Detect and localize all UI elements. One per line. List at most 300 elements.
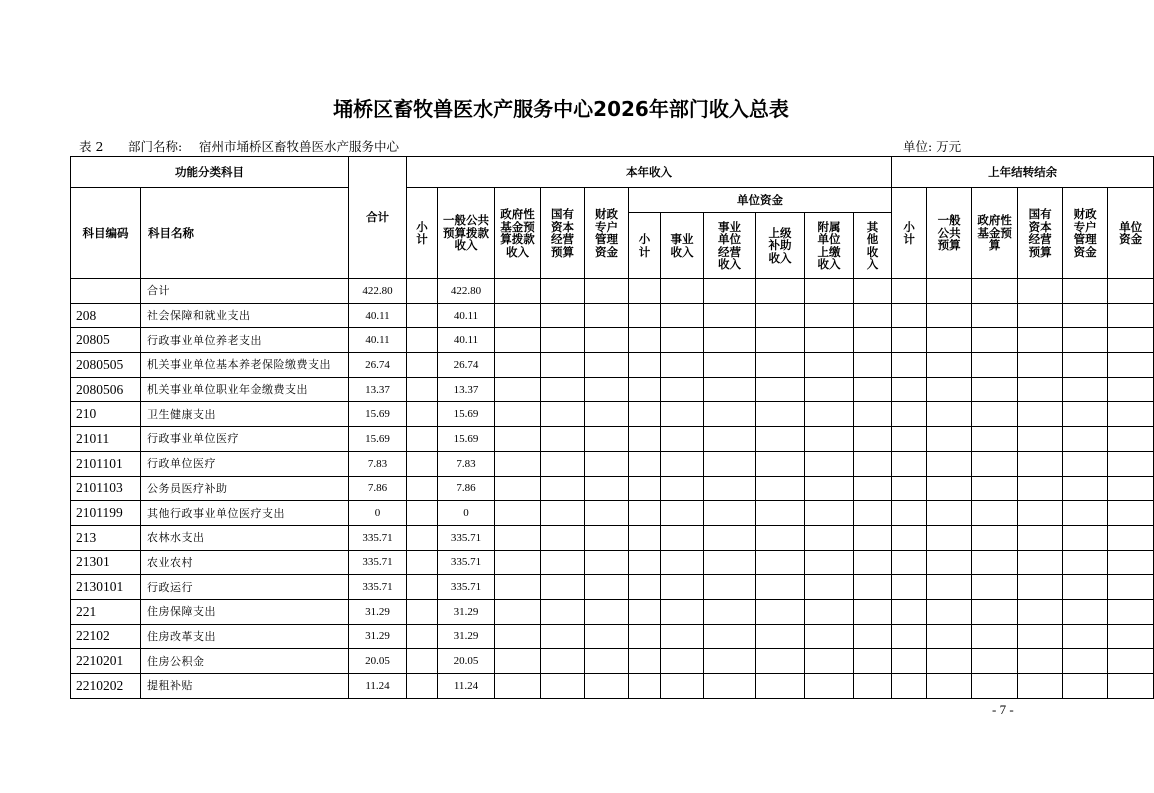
empty-cell <box>585 501 629 526</box>
empty-cell <box>629 624 661 649</box>
empty-cell <box>1018 624 1063 649</box>
empty-cell <box>585 674 629 699</box>
subject-code-cell: 221 <box>71 599 141 624</box>
empty-cell <box>629 599 661 624</box>
empty-cell <box>1063 303 1108 328</box>
empty-cell <box>1063 476 1108 501</box>
empty-cell <box>972 624 1018 649</box>
total-cell: 26.74 <box>349 353 407 378</box>
cur-subtotal-cell <box>407 525 438 550</box>
empty-cell <box>661 303 704 328</box>
table-row <box>71 599 1154 624</box>
empty-cell <box>661 353 704 378</box>
table-row <box>71 550 1154 575</box>
subject-name-cell: 机关事业单位基本养老保险缴费支出 <box>141 353 349 378</box>
empty-cell <box>541 402 585 427</box>
empty-cell <box>805 427 854 452</box>
empty-cell <box>1108 550 1154 575</box>
empty-cell <box>805 674 854 699</box>
empty-cell <box>629 550 661 575</box>
empty-cell <box>629 353 661 378</box>
empty-cell <box>892 674 927 699</box>
table-row <box>71 476 1154 501</box>
empty-cell <box>1063 575 1108 600</box>
empty-cell <box>854 476 892 501</box>
empty-cell <box>805 328 854 353</box>
cur-general-cell: 40.11 <box>438 303 495 328</box>
empty-cell <box>927 599 972 624</box>
subject-name-cell: 行政事业单位养老支出 <box>141 328 349 353</box>
empty-cell <box>972 599 1018 624</box>
empty-cell <box>892 328 927 353</box>
subject-name-cell: 合计 <box>141 279 349 304</box>
empty-cell <box>972 525 1018 550</box>
empty-cell <box>805 402 854 427</box>
empty-cell <box>1018 402 1063 427</box>
subject-name-cell: 农业农村 <box>141 550 349 575</box>
empty-cell <box>661 279 704 304</box>
cur-general-cell: 26.74 <box>438 353 495 378</box>
total-cell: 422.80 <box>349 279 407 304</box>
cur-subtotal-cell <box>407 476 438 501</box>
empty-cell <box>854 303 892 328</box>
empty-cell <box>495 402 541 427</box>
empty-cell <box>1108 353 1154 378</box>
empty-cell <box>972 550 1018 575</box>
empty-cell <box>1018 377 1063 402</box>
empty-cell <box>805 649 854 674</box>
empty-cell <box>661 599 704 624</box>
empty-cell <box>495 501 541 526</box>
empty-cell <box>1018 451 1063 476</box>
empty-cell <box>1063 501 1108 526</box>
subject-code-cell: 21301 <box>71 550 141 575</box>
empty-cell <box>661 649 704 674</box>
header-uf-other: 其他收入 <box>854 213 892 279</box>
cur-general-cell: 335.71 <box>438 525 495 550</box>
header-func-category: 功能分类科目 <box>71 157 349 188</box>
empty-cell <box>892 402 927 427</box>
empty-cell <box>629 427 661 452</box>
cur-general-cell: 335.71 <box>438 575 495 600</box>
total-cell: 0 <box>349 501 407 526</box>
total-cell: 7.83 <box>349 451 407 476</box>
empty-cell <box>972 427 1018 452</box>
empty-cell <box>854 550 892 575</box>
cur-subtotal-cell <box>407 377 438 402</box>
subject-code-cell: 22102 <box>71 624 141 649</box>
empty-cell <box>541 674 585 699</box>
empty-cell <box>805 624 854 649</box>
empty-cell <box>541 599 585 624</box>
subject-name-cell: 行政单位医疗 <box>141 451 349 476</box>
cur-subtotal-cell <box>407 575 438 600</box>
unit-label: 单位: 万元 <box>903 139 962 154</box>
empty-cell <box>756 353 805 378</box>
empty-cell <box>541 476 585 501</box>
empty-cell <box>756 649 805 674</box>
header-cur-govfund: 政府性基金预算拨款收入 <box>495 188 541 279</box>
table-row <box>71 353 1154 378</box>
empty-cell <box>892 377 927 402</box>
empty-cell <box>854 674 892 699</box>
empty-cell <box>541 550 585 575</box>
empty-cell <box>629 377 661 402</box>
empty-cell <box>756 427 805 452</box>
table-row <box>71 501 1154 526</box>
empty-cell <box>927 550 972 575</box>
empty-cell <box>1063 427 1108 452</box>
header-prev-specialfund: 财政专户管理资金 <box>1063 188 1108 279</box>
empty-cell <box>629 476 661 501</box>
total-cell: 31.29 <box>349 599 407 624</box>
table-row <box>71 525 1154 550</box>
empty-cell <box>1018 303 1063 328</box>
subject-name-cell: 住房改革支出 <box>141 624 349 649</box>
empty-cell <box>541 525 585 550</box>
header-uf-operating: 事业单位经营收入 <box>704 213 756 279</box>
empty-cell <box>1108 402 1154 427</box>
cur-general-cell: 7.83 <box>438 451 495 476</box>
table-row <box>71 303 1154 328</box>
empty-cell <box>756 550 805 575</box>
cur-general-cell: 15.69 <box>438 427 495 452</box>
empty-cell <box>805 476 854 501</box>
table-row <box>71 649 1154 674</box>
empty-cell <box>892 303 927 328</box>
total-cell: 11.24 <box>349 674 407 699</box>
empty-cell <box>927 353 972 378</box>
empty-cell <box>805 575 854 600</box>
header-uf-affiliated: 附属单位上缴收入 <box>805 213 854 279</box>
cur-general-cell: 20.05 <box>438 649 495 674</box>
empty-cell <box>805 303 854 328</box>
table-row <box>71 624 1154 649</box>
empty-cell <box>927 451 972 476</box>
cur-general-cell: 422.80 <box>438 279 495 304</box>
empty-cell <box>854 279 892 304</box>
empty-cell <box>756 624 805 649</box>
empty-cell <box>704 550 756 575</box>
department-name: 宿州市埇桥区畜牧兽医水产服务中心 <box>199 139 400 154</box>
empty-cell <box>541 377 585 402</box>
subject-name-cell: 其他行政事业单位医疗支出 <box>141 501 349 526</box>
empty-cell <box>927 575 972 600</box>
cur-subtotal-cell <box>407 501 438 526</box>
empty-cell <box>805 525 854 550</box>
empty-cell <box>629 649 661 674</box>
total-cell: 335.71 <box>349 550 407 575</box>
empty-cell <box>661 377 704 402</box>
empty-cell <box>756 525 805 550</box>
subject-name-cell: 公务员医疗补助 <box>141 476 349 501</box>
table-row <box>71 674 1154 699</box>
empty-cell <box>704 402 756 427</box>
empty-cell <box>1063 674 1108 699</box>
empty-cell <box>495 525 541 550</box>
cur-general-cell: 40.11 <box>438 328 495 353</box>
subject-code-cell: 2080505 <box>71 353 141 378</box>
header-unit-funds: 单位资金 <box>629 188 892 213</box>
empty-cell <box>704 279 756 304</box>
empty-cell <box>1108 279 1154 304</box>
empty-cell <box>704 525 756 550</box>
subject-name-cell: 卫生健康支出 <box>141 402 349 427</box>
empty-cell <box>585 575 629 600</box>
empty-cell <box>704 353 756 378</box>
empty-cell <box>541 328 585 353</box>
empty-cell <box>585 328 629 353</box>
cur-general-cell: 31.29 <box>438 624 495 649</box>
subject-name-cell: 社会保障和就业支出 <box>141 303 349 328</box>
empty-cell <box>541 624 585 649</box>
empty-cell <box>495 599 541 624</box>
header-subject-code: 科目编码 <box>71 188 141 279</box>
table-row <box>71 279 1154 304</box>
empty-cell <box>661 328 704 353</box>
empty-cell <box>629 525 661 550</box>
empty-cell <box>661 451 704 476</box>
empty-cell <box>927 649 972 674</box>
empty-cell <box>661 525 704 550</box>
header-current-income: 本年收入 <box>407 157 892 188</box>
empty-cell <box>1018 525 1063 550</box>
subject-code-cell: 20805 <box>71 328 141 353</box>
subject-code-cell: 2101101 <box>71 451 141 476</box>
subject-code-cell: 213 <box>71 525 141 550</box>
subject-name-cell: 住房保障支出 <box>141 599 349 624</box>
header-prior-balance: 上年结转结余 <box>892 157 1154 188</box>
empty-cell <box>756 279 805 304</box>
empty-cell <box>756 402 805 427</box>
empty-cell <box>585 377 629 402</box>
empty-cell <box>704 599 756 624</box>
header-cur-stateasset: 国有资本经营预算 <box>541 188 585 279</box>
empty-cell <box>1018 328 1063 353</box>
empty-cell <box>756 501 805 526</box>
empty-cell <box>541 353 585 378</box>
subject-name-cell: 农林水支出 <box>141 525 349 550</box>
empty-cell <box>1108 624 1154 649</box>
header-prev-stateasset: 国有资本经营预算 <box>1018 188 1063 279</box>
empty-cell <box>704 303 756 328</box>
empty-cell <box>927 328 972 353</box>
empty-cell <box>1108 377 1154 402</box>
empty-cell <box>1063 649 1108 674</box>
header-cur-general: 一般公共预算拨款收入 <box>438 188 495 279</box>
total-cell: 13.37 <box>349 377 407 402</box>
empty-cell <box>972 328 1018 353</box>
cur-subtotal-cell <box>407 402 438 427</box>
empty-cell <box>1108 599 1154 624</box>
empty-cell <box>927 525 972 550</box>
subject-code-cell <box>71 279 141 304</box>
empty-cell <box>805 550 854 575</box>
empty-cell <box>892 525 927 550</box>
empty-cell <box>805 377 854 402</box>
empty-cell <box>585 279 629 304</box>
empty-cell <box>972 575 1018 600</box>
empty-cell <box>805 599 854 624</box>
empty-cell <box>1018 279 1063 304</box>
empty-cell <box>854 377 892 402</box>
subject-code-cell: 208 <box>71 303 141 328</box>
header-prev-unitfund: 单位资金 <box>1108 188 1154 279</box>
header-uf-subsidy: 上级补助收入 <box>756 213 805 279</box>
empty-cell <box>1018 599 1063 624</box>
header-uf-business: 事业收入 <box>661 213 704 279</box>
cur-subtotal-cell <box>407 427 438 452</box>
empty-cell <box>927 501 972 526</box>
empty-cell <box>1018 353 1063 378</box>
table-body <box>71 279 1154 699</box>
cur-general-cell: 31.29 <box>438 599 495 624</box>
empty-cell <box>495 674 541 699</box>
empty-cell <box>661 427 704 452</box>
subject-name-cell: 机关事业单位职业年金缴费支出 <box>141 377 349 402</box>
table-row <box>71 328 1154 353</box>
empty-cell <box>541 501 585 526</box>
empty-cell <box>927 476 972 501</box>
empty-cell <box>892 353 927 378</box>
empty-cell <box>1018 575 1063 600</box>
empty-cell <box>892 550 927 575</box>
cur-subtotal-cell <box>407 624 438 649</box>
empty-cell <box>927 674 972 699</box>
empty-cell <box>854 402 892 427</box>
header-prev-govfund: 政府性基金预算 <box>972 188 1018 279</box>
empty-cell <box>495 451 541 476</box>
table-row <box>71 402 1154 427</box>
empty-cell <box>1063 525 1108 550</box>
empty-cell <box>892 599 927 624</box>
empty-cell <box>1018 674 1063 699</box>
empty-cell <box>854 328 892 353</box>
empty-cell <box>1063 550 1108 575</box>
empty-cell <box>541 303 585 328</box>
page-title: 埇桥区畜牧兽医水产服务中心2026年部门收入总表 <box>333 97 789 121</box>
header-subject-name: 科目名称 <box>141 188 349 279</box>
empty-cell <box>805 451 854 476</box>
total-cell: 15.69 <box>349 427 407 452</box>
empty-cell <box>972 303 1018 328</box>
subject-code-cell: 2080506 <box>71 377 141 402</box>
empty-cell <box>972 402 1018 427</box>
empty-cell <box>1108 328 1154 353</box>
empty-cell <box>704 377 756 402</box>
empty-cell <box>629 451 661 476</box>
empty-cell <box>1018 501 1063 526</box>
empty-cell <box>495 550 541 575</box>
table-row <box>71 575 1154 600</box>
empty-cell <box>704 649 756 674</box>
subject-name-cell: 行政运行 <box>141 575 349 600</box>
empty-cell <box>1108 649 1154 674</box>
total-cell: 7.86 <box>349 476 407 501</box>
empty-cell <box>629 501 661 526</box>
empty-cell <box>1063 279 1108 304</box>
empty-cell <box>1063 451 1108 476</box>
empty-cell <box>972 353 1018 378</box>
empty-cell <box>892 451 927 476</box>
empty-cell <box>629 575 661 600</box>
empty-cell <box>972 279 1018 304</box>
empty-cell <box>1018 476 1063 501</box>
cur-general-cell: 11.24 <box>438 674 495 699</box>
income-summary-table <box>70 156 1154 699</box>
empty-cell <box>756 328 805 353</box>
subject-code-cell: 2210201 <box>71 649 141 674</box>
table-row <box>71 427 1154 452</box>
empty-cell <box>585 599 629 624</box>
subject-code-cell: 2210202 <box>71 674 141 699</box>
empty-cell <box>854 451 892 476</box>
empty-cell <box>704 476 756 501</box>
empty-cell <box>585 525 629 550</box>
empty-cell <box>1063 353 1108 378</box>
empty-cell <box>1018 427 1063 452</box>
empty-cell <box>854 624 892 649</box>
empty-cell <box>854 353 892 378</box>
empty-cell <box>1108 476 1154 501</box>
empty-cell <box>927 427 972 452</box>
table-row <box>71 451 1154 476</box>
empty-cell <box>661 501 704 526</box>
empty-cell <box>704 451 756 476</box>
empty-cell <box>1108 674 1154 699</box>
empty-cell <box>661 476 704 501</box>
empty-cell <box>629 402 661 427</box>
cur-subtotal-cell <box>407 599 438 624</box>
empty-cell <box>756 674 805 699</box>
header-uf-subtotal: 小计 <box>629 213 661 279</box>
subject-code-cell: 21011 <box>71 427 141 452</box>
empty-cell <box>495 328 541 353</box>
empty-cell <box>495 624 541 649</box>
empty-cell <box>854 599 892 624</box>
header-prev-subtotal: 小计 <box>892 188 927 279</box>
subject-code-cell: 210 <box>71 402 141 427</box>
total-cell: 335.71 <box>349 575 407 600</box>
cur-subtotal-cell <box>407 674 438 699</box>
cur-general-cell: 7.86 <box>438 476 495 501</box>
empty-cell <box>1108 525 1154 550</box>
empty-cell <box>1018 550 1063 575</box>
total-cell: 31.29 <box>349 624 407 649</box>
empty-cell <box>805 501 854 526</box>
cur-subtotal-cell <box>407 451 438 476</box>
empty-cell <box>585 427 629 452</box>
header-cur-specialfund: 财政专户管理资金 <box>585 188 629 279</box>
empty-cell <box>495 353 541 378</box>
empty-cell <box>629 674 661 699</box>
cur-general-cell: 0 <box>438 501 495 526</box>
empty-cell <box>585 649 629 674</box>
empty-cell <box>854 427 892 452</box>
empty-cell <box>1108 575 1154 600</box>
empty-cell <box>892 649 927 674</box>
empty-cell <box>972 377 1018 402</box>
empty-cell <box>585 624 629 649</box>
empty-cell <box>805 279 854 304</box>
empty-cell <box>927 377 972 402</box>
total-cell: 15.69 <box>349 402 407 427</box>
subject-name-cell: 提租补贴 <box>141 674 349 699</box>
empty-cell <box>495 427 541 452</box>
table-row <box>71 377 1154 402</box>
empty-cell <box>541 575 585 600</box>
empty-cell <box>704 328 756 353</box>
